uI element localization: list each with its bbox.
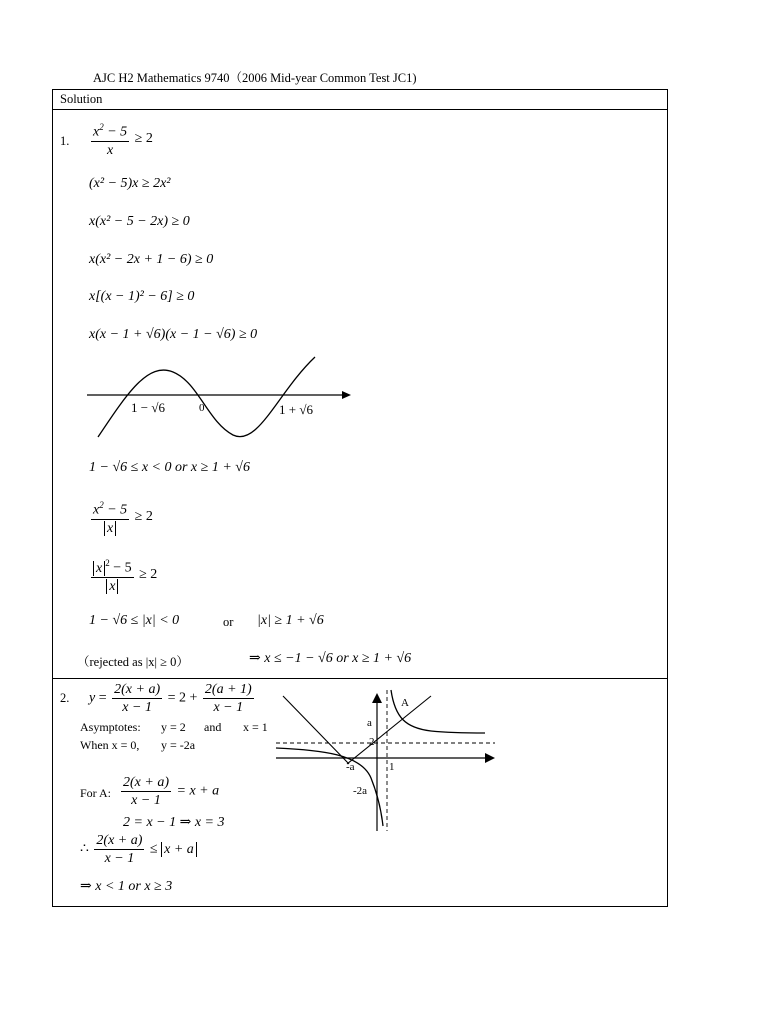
q2-hyperbola-sketch — [271, 688, 501, 833]
q2-for-a-equation: $\frac{2(x + a)}{x - 1}$ = x + a — [123, 775, 220, 808]
q1-rejected-note: （rejected as |x| ≥ 0） — [77, 655, 189, 669]
q1-mod-inequality-2: $\frac{x ^2 - 5}{x}$ ≥ 2 — [89, 555, 157, 595]
q2-inequality: ∴ $\frac{2(x + a)}{x - 1}$ ≤ x + a — [80, 832, 197, 867]
q2-and-text: and — [204, 720, 222, 734]
q2-line-y-equals-2-left — [283, 696, 349, 764]
q2-point-A-label: A — [401, 697, 409, 709]
q2-for-a-label: For A: — [80, 786, 112, 800]
q1-step-3: x(x² − 2x + 1 − 6) ≥ 0 — [89, 252, 214, 267]
q2-asymptote-y: y = 2 — [161, 720, 186, 734]
q1-mod-or: or — [223, 615, 234, 629]
q2-a-label: a — [367, 717, 372, 729]
q2-neg-2a-label: -2a — [353, 785, 368, 797]
q1-mod-result-left: 1 − √6 ≤ |x| < 0 — [89, 613, 180, 628]
q2-for-a-rhs: = x + a — [176, 783, 220, 799]
q1-step-5: x(x − 1 + √6)(x − 1 − √6) ≥ 0 — [89, 327, 258, 342]
q2-neg-a-label: -a — [346, 761, 355, 773]
q2-solve-line: 2 = x − 1 ⇒ x = 3 — [123, 815, 225, 830]
q1-final-answer: ⇒ x ≤ −1 − √6 or x ≥ 1 + √6 — [249, 651, 412, 666]
q2-line-y-equals-x-plus-a — [347, 696, 431, 764]
q2-y-axis-arrow — [372, 693, 382, 703]
question-number-1: 1. — [60, 134, 70, 148]
q2-when-x0: When x = 0, — [80, 738, 140, 752]
q1-step-1: (x² − 5)x ≥ 2x² — [89, 176, 171, 191]
q1-root-right-label: 1 + √6 — [279, 402, 313, 417]
q1-root-left-label: 1 − √6 — [131, 400, 165, 415]
q2-one-label: 1 — [389, 761, 395, 773]
table-divider — [53, 109, 667, 110]
q1-step-2: x(x² − 5 − 2x) ≥ 0 — [89, 214, 190, 229]
q2-final-answer: ⇒ x < 1 or x ≥ 3 — [80, 879, 173, 894]
q1-inequality: $\frac{x^2 - 5}{x}$ ≥ 2 — [89, 119, 153, 159]
q1-mod-inequality-1: $\frac{x^2 - 5}{x}$ ≥ 2 — [89, 497, 153, 537]
q2-asymptotes-label: Asymptotes: — [80, 720, 141, 734]
q2-asymptote-x: x = 1 — [243, 720, 268, 734]
q1-axis-arrow — [342, 391, 351, 399]
q2-function: y = $\frac{2(x + a)}{x - 1}$ = 2 + $\frac{2(a + 1)}{x - 1}$ — [89, 682, 252, 715]
table-divider — [53, 678, 667, 679]
q2-x-axis-arrow — [485, 753, 495, 763]
q1-origin-label: 0 — [199, 402, 205, 414]
q1-result: 1 − √6 ≤ x < 0 or x ≥ 1 + √6 — [89, 460, 250, 475]
solution-table — [52, 89, 668, 907]
document-header: AJC H2 Mathematics 9740（2006 Mid-year Common Test JC1) — [93, 71, 417, 85]
solution-heading: Solution — [60, 92, 103, 106]
q1-cubic-curve — [98, 357, 315, 437]
q1-mod-result-right: |x| ≥ 1 + √6 — [257, 613, 324, 628]
question-number-2: 2. — [60, 691, 70, 705]
q1-cubic-sketch — [83, 352, 363, 440]
q2-y-intercept: y = -2a — [161, 738, 196, 752]
q1-step-4: x[(x − 1)² − 6] ≥ 0 — [89, 289, 195, 304]
q2-two-label: 2 — [369, 736, 375, 748]
